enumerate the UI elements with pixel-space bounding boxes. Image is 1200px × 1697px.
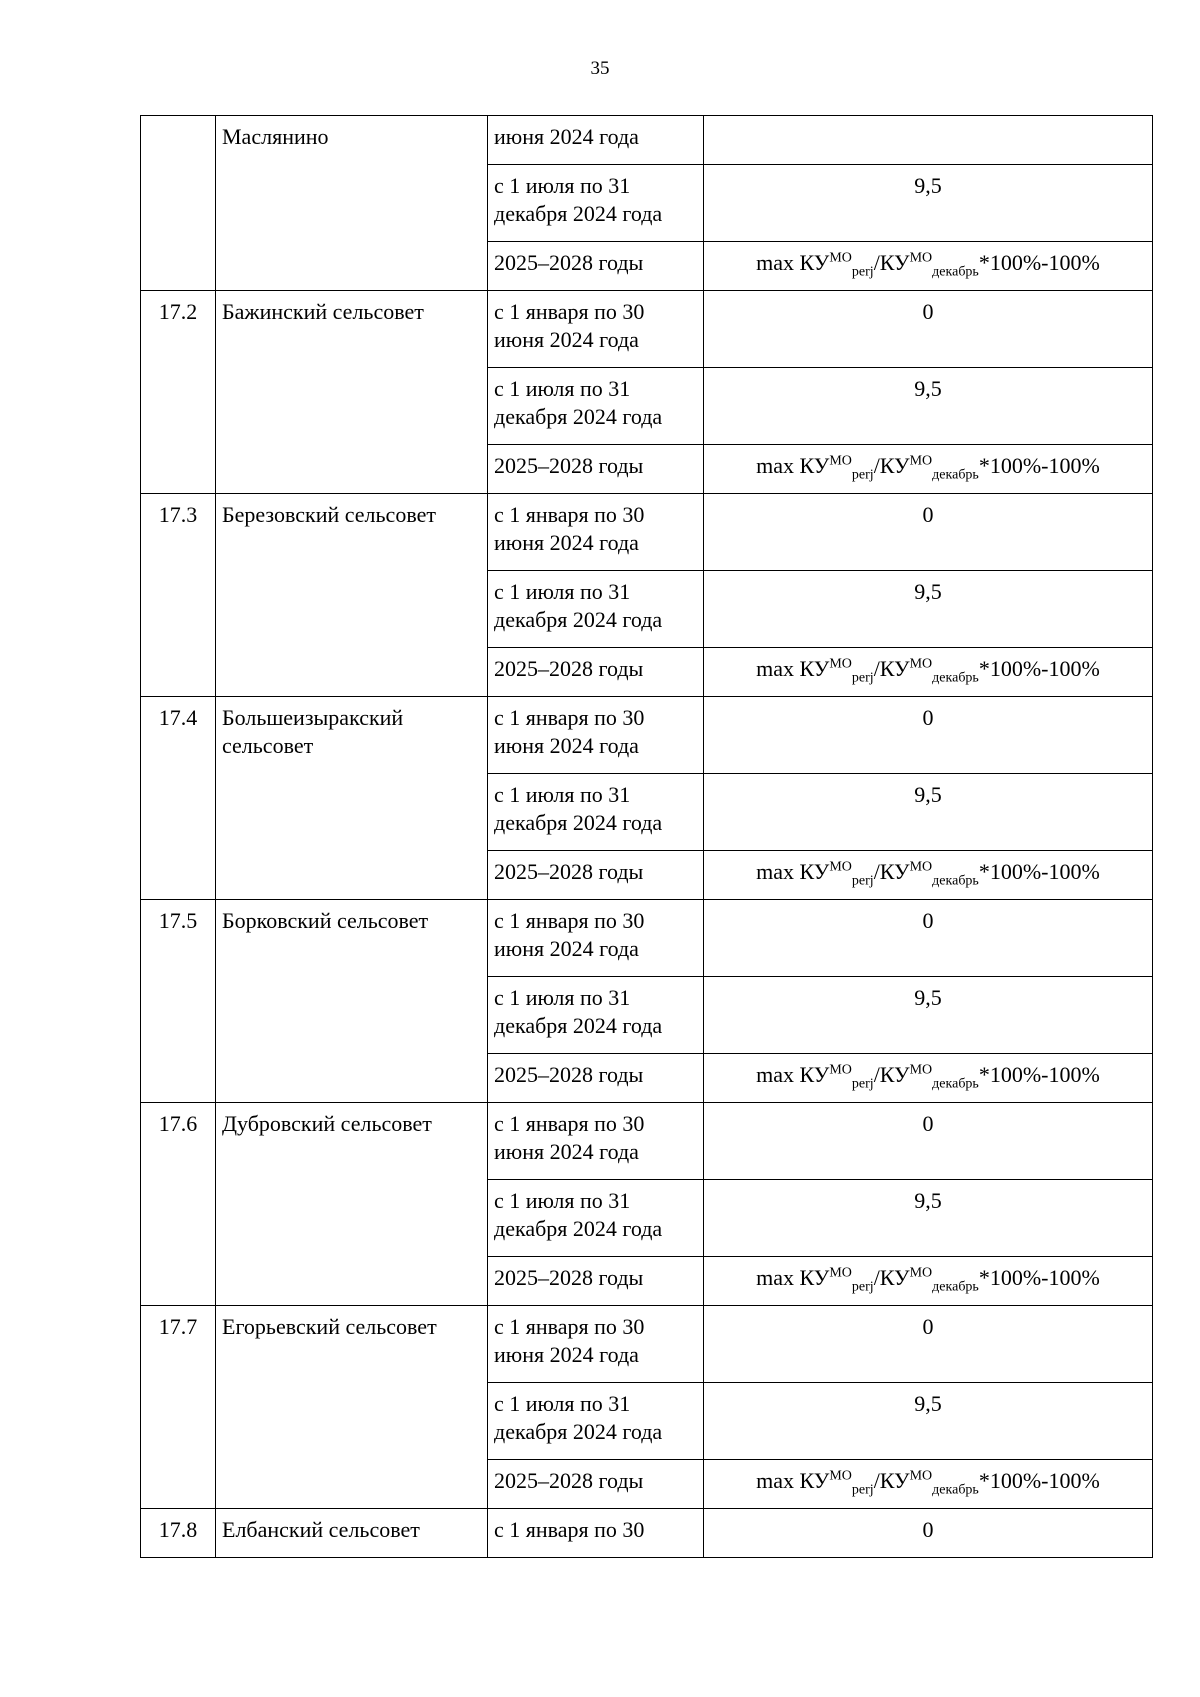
formula-cell <box>704 445 1153 494</box>
period-cell: с 1 января по 30 июня 2024 года <box>488 900 704 977</box>
formula-suffix: *100%-100% <box>978 453 1100 478</box>
formula-superscript: МО <box>909 656 933 672</box>
value-cell: 0 <box>704 494 1153 571</box>
formula-subscript: perj <box>851 1482 874 1498</box>
value-cell: 0 <box>704 697 1153 774</box>
formula-superscript: МО <box>909 1265 933 1281</box>
municipality-name: Бажинский сельсовет <box>216 291 488 494</box>
formula-subscript: perj <box>851 467 874 483</box>
formula-subscript: декабрь <box>932 670 979 686</box>
municipality-name: Березовский сельсовет <box>216 494 488 697</box>
formula-divider: /КУ <box>873 1265 910 1290</box>
period-cell: с 1 июля по 31 декабря 2024 года <box>488 774 704 851</box>
formula-prefix: max КУ <box>756 1062 830 1087</box>
formula-divider: /КУ <box>873 656 910 681</box>
formula-subscript: декабрь <box>932 467 979 483</box>
formula-superscript: МО <box>829 656 852 672</box>
formula-suffix: *100%-100% <box>978 859 1100 884</box>
formula-cell <box>704 851 1153 900</box>
table-row <box>141 697 1153 774</box>
value-cell: 9,5 <box>704 1383 1153 1460</box>
formula-cell <box>704 648 1153 697</box>
period-cell: с 1 июля по 31 декабря 2024 года <box>488 1180 704 1257</box>
formula-superscript: МО <box>829 1062 852 1078</box>
formula-subscript: декабрь <box>932 1076 979 1092</box>
formula-superscript: МО <box>829 453 852 469</box>
formula-subscript: декабрь <box>932 1279 979 1295</box>
value-cell: 9,5 <box>704 165 1153 242</box>
formula-divider: /КУ <box>873 1468 910 1493</box>
table-row <box>141 1306 1153 1383</box>
formula-superscript: МО <box>909 453 933 469</box>
formula-subscript: perj <box>851 670 874 686</box>
formula-suffix: *100%-100% <box>978 1468 1100 1493</box>
formula-superscript: МО <box>909 250 933 266</box>
value-cell: 9,5 <box>704 368 1153 445</box>
table-row <box>141 494 1153 571</box>
formula-divider: /КУ <box>873 453 910 478</box>
formula-prefix: max КУ <box>756 453 830 478</box>
formula-suffix: *100%-100% <box>978 1062 1100 1087</box>
formula-prefix: max КУ <box>756 1265 830 1290</box>
period-cell: с 1 июля по 31 декабря 2024 года <box>488 368 704 445</box>
formula-cell <box>704 1054 1153 1103</box>
period-cell: с 1 января по 30 июня 2024 года <box>488 1103 704 1180</box>
period-cell: с 1 января по 30 июня 2024 года <box>488 494 704 571</box>
period-cell: 2025–2028 годы <box>488 851 704 900</box>
formula-cell <box>704 1257 1153 1306</box>
formula-subscript: декабрь <box>932 264 979 280</box>
value-cell: 0 <box>704 1103 1153 1180</box>
period-cell: с 1 июля по 31 декабря 2024 года <box>488 165 704 242</box>
period-cell: с 1 июля по 31 декабря 2024 года <box>488 1383 704 1460</box>
formula-subscript: декабрь <box>932 1482 979 1498</box>
formula-superscript: МО <box>909 1062 933 1078</box>
period-cell: 2025–2028 годы <box>488 1460 704 1509</box>
municipality-name: Егорьевский сельсовет <box>216 1306 488 1509</box>
table-row <box>141 291 1153 368</box>
period-cell: с 1 января по 30 июня 2024 года <box>488 1306 704 1383</box>
formula-prefix: max КУ <box>756 859 830 884</box>
formula-suffix: *100%-100% <box>978 656 1100 681</box>
value-cell: 9,5 <box>704 571 1153 648</box>
period-cell: 2025–2028 годы <box>488 445 704 494</box>
period-cell: с 1 июля по 31 декабря 2024 года <box>488 977 704 1054</box>
formula-suffix: *100%-100% <box>978 250 1100 275</box>
page-number: 35 <box>590 58 610 79</box>
item-number: 17.8 <box>141 1509 216 1558</box>
formula-subscript: декабрь <box>932 873 979 889</box>
item-number: 17.6 <box>141 1103 216 1306</box>
formula-superscript: МО <box>829 859 852 875</box>
period-cell: 2025–2028 годы <box>488 242 704 291</box>
value-cell: 9,5 <box>704 977 1153 1054</box>
formula-prefix: max КУ <box>756 656 830 681</box>
table-row <box>141 1509 1153 1558</box>
municipality-name: Маслянино <box>216 116 488 291</box>
table-row <box>141 900 1153 977</box>
formula-suffix: *100%-100% <box>978 1265 1100 1290</box>
value-cell: 0 <box>704 900 1153 977</box>
table-body <box>141 116 1153 1558</box>
period-cell: с 1 июля по 31 декабря 2024 года <box>488 571 704 648</box>
formula-subscript: perj <box>851 264 874 280</box>
municipality-name: Елбанский сельсовет <box>216 1509 488 1558</box>
value-cell: 9,5 <box>704 1180 1153 1257</box>
period-cell: 2025–2028 годы <box>488 1054 704 1103</box>
municipality-name: Дубровский сельсовет <box>216 1103 488 1306</box>
formula-divider: /КУ <box>873 859 910 884</box>
table-row <box>141 116 1153 165</box>
item-number: 17.2 <box>141 291 216 494</box>
item-number <box>141 116 216 291</box>
formula-superscript: МО <box>829 1265 852 1281</box>
formula-superscript: МО <box>829 250 852 266</box>
period-cell: с 1 января по 30 июня 2024 года <box>488 291 704 368</box>
item-number: 17.5 <box>141 900 216 1103</box>
item-number: 17.3 <box>141 494 216 697</box>
tariff-table <box>140 115 1153 1558</box>
municipality-name: Борковский сельсовет <box>216 900 488 1103</box>
formula-cell <box>704 1460 1153 1509</box>
municipality-name: Большеизыракский сельсовет <box>216 697 488 900</box>
table-row <box>141 1103 1153 1180</box>
value-cell: 9,5 <box>704 774 1153 851</box>
item-number: 17.4 <box>141 697 216 900</box>
formula-superscript: МО <box>829 1468 852 1484</box>
formula-subscript: perj <box>851 873 874 889</box>
period-cell: 2025–2028 годы <box>488 1257 704 1306</box>
formula-prefix: max КУ <box>756 1468 830 1493</box>
formula-prefix: max КУ <box>756 250 830 275</box>
formula-divider: /КУ <box>873 1062 910 1087</box>
period-cell: июня 2024 года <box>488 116 704 165</box>
formula-subscript: perj <box>851 1076 874 1092</box>
formula-cell <box>704 242 1153 291</box>
period-cell: с 1 января по 30 <box>488 1509 704 1558</box>
formula-divider: /КУ <box>873 250 910 275</box>
period-cell: с 1 января по 30 июня 2024 года <box>488 697 704 774</box>
value-cell: 0 <box>704 1509 1153 1558</box>
formula-superscript: МО <box>909 1468 933 1484</box>
formula-superscript: МО <box>909 859 933 875</box>
value-cell: 0 <box>704 1306 1153 1383</box>
formula-subscript: perj <box>851 1279 874 1295</box>
period-cell: 2025–2028 годы <box>488 648 704 697</box>
item-number: 17.7 <box>141 1306 216 1509</box>
value-cell <box>704 116 1153 165</box>
value-cell: 0 <box>704 291 1153 368</box>
